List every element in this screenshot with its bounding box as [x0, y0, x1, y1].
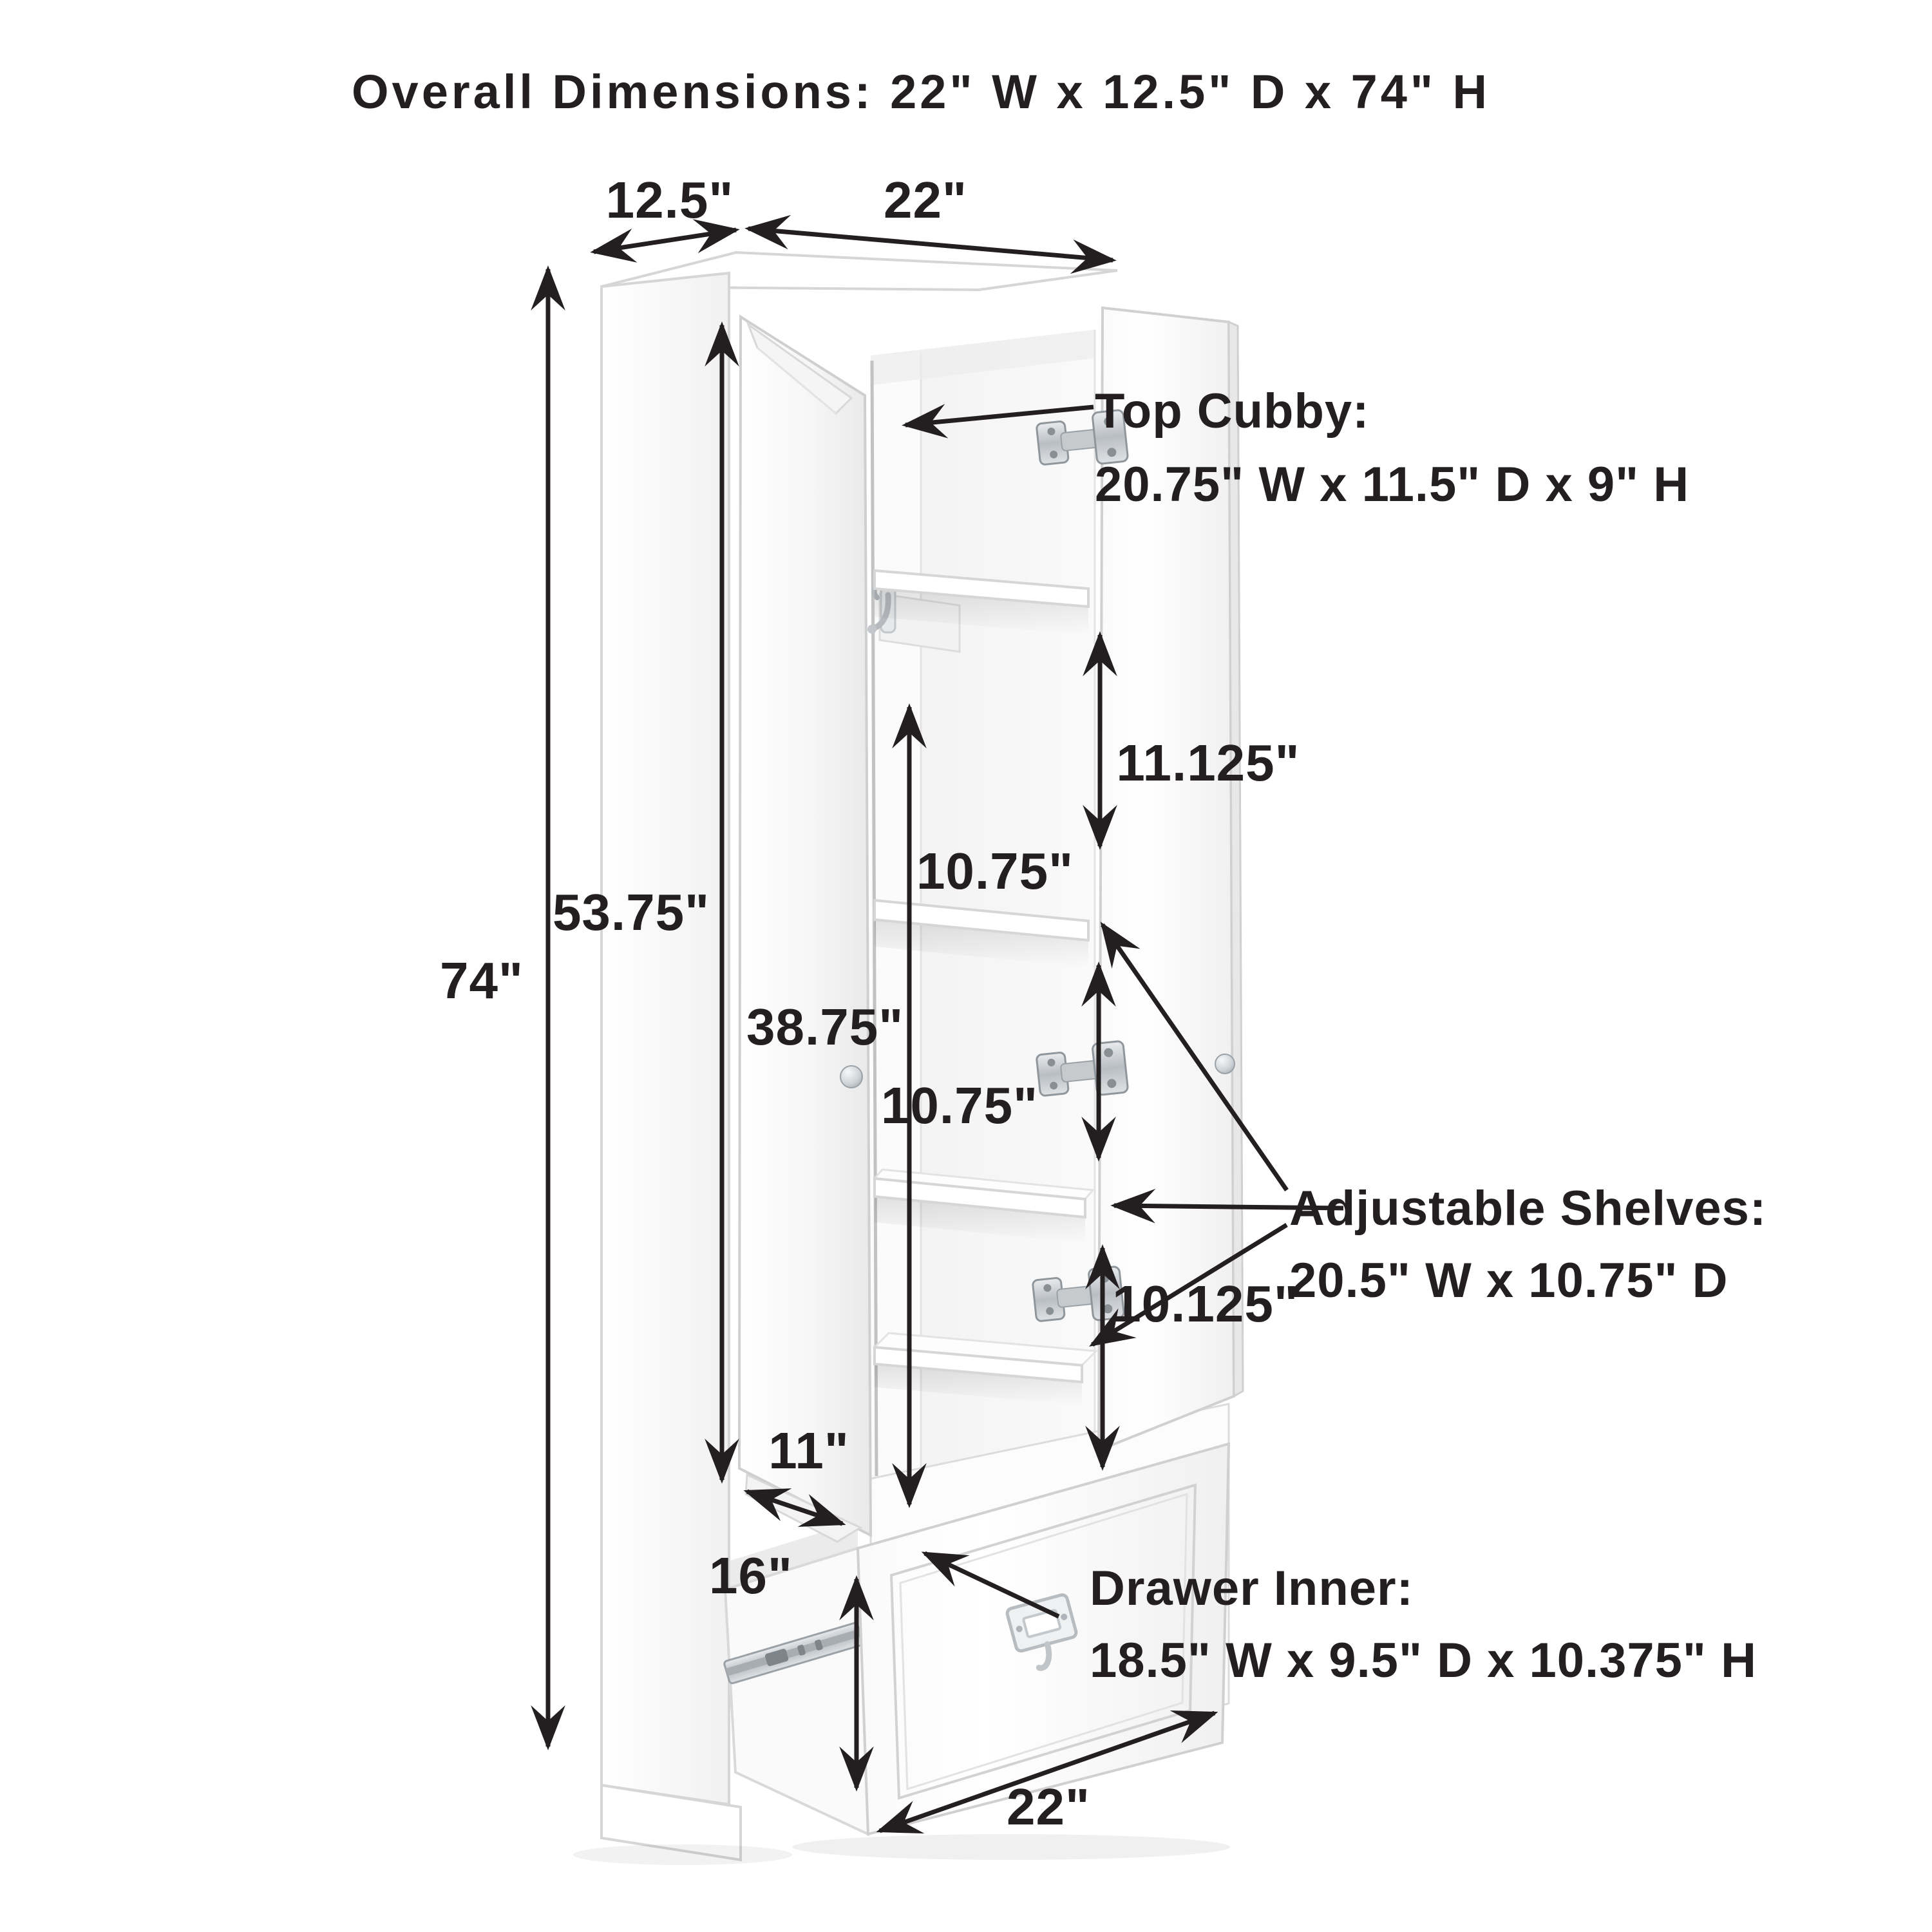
left-door: [739, 317, 871, 1542]
dim-door-width-label: 11": [768, 1422, 849, 1479]
right-door-knob: [1215, 1054, 1235, 1074]
left-door-knob: [840, 1066, 862, 1088]
dim-interior-height-label: 38.75": [746, 998, 904, 1056]
callout-drawer-inner-size: 18.5" W x 9.5" D x 10.375" H: [1090, 1633, 1757, 1688]
page-title: Overall Dimensions: 22" W x 12.5" D x 74" H: [352, 65, 1490, 118]
callout-adjustable-shelves-size: 20.5" W x 10.75" D: [1289, 1253, 1728, 1308]
dim-drawer-extension-label: 16": [709, 1547, 793, 1604]
dim-shelf-section-2-label: 10.75": [880, 1077, 1039, 1134]
callout-top-cubby-size: 20.75" W x 11.5" D x 9" H: [1095, 457, 1690, 512]
callout-adjustable-shelves-title: Adjustable Shelves:: [1289, 1181, 1767, 1236]
dim-cubby-section-label: 11.125": [1116, 734, 1300, 791]
dim-door-height-label: 53.75": [552, 884, 710, 941]
floor-shadow-drawer: [792, 1834, 1230, 1860]
floor-shadow-left: [573, 1844, 792, 1865]
dim-top-width-label: 22": [884, 171, 967, 229]
dim-bottom-section-label: 10.125": [1112, 1275, 1299, 1332]
dim-shelf-section-1-label: 10.75": [916, 842, 1074, 900]
arrow-top-depth: [594, 230, 736, 252]
dim-drawer-width-label: 22": [1007, 1778, 1090, 1835]
dim-overall-height-label: 74": [440, 952, 524, 1009]
callout-top-cubby-title: Top Cubby:: [1095, 384, 1370, 439]
dim-top-depth-label: 12.5": [605, 171, 734, 229]
callout-drawer-inner-title: Drawer Inner:: [1090, 1561, 1414, 1616]
left-door-slab: [739, 317, 871, 1535]
